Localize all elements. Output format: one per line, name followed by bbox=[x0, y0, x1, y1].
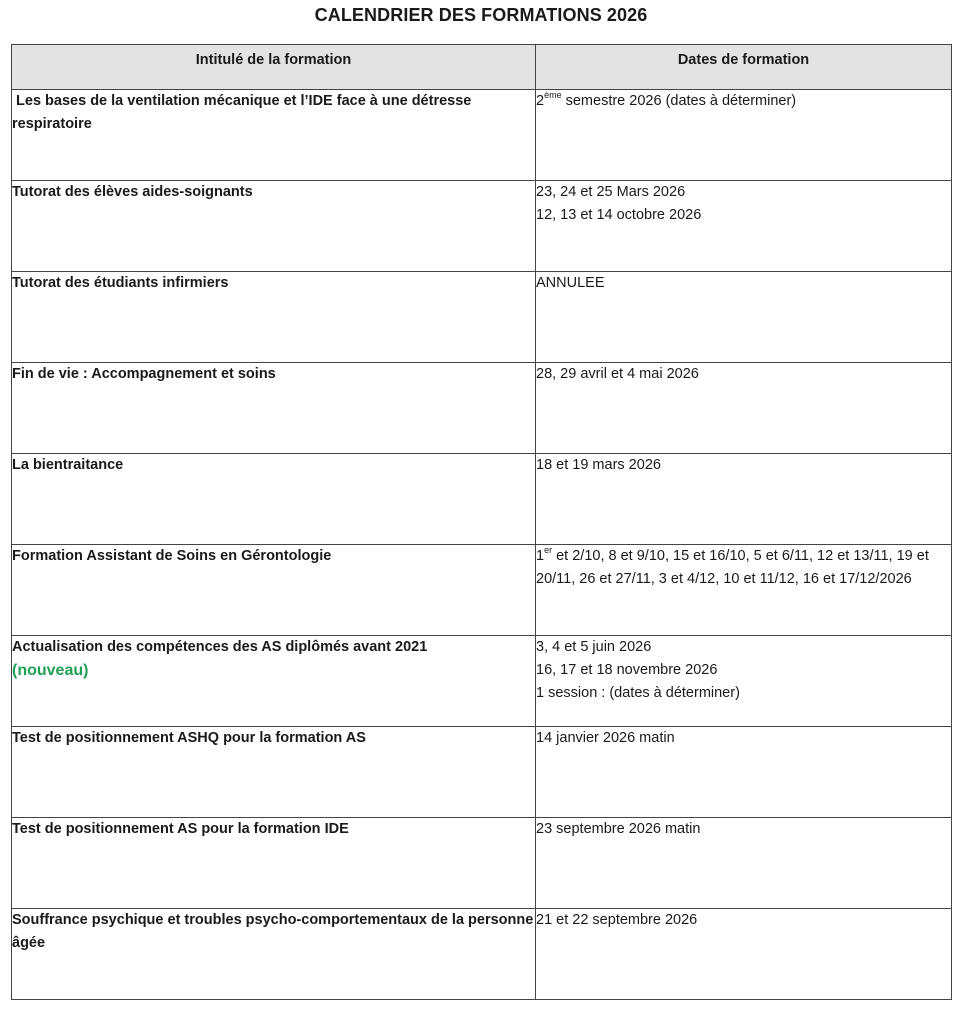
table-header-row bbox=[12, 45, 952, 90]
column-header-dates: Dates de formation bbox=[536, 45, 952, 90]
training-title-cell bbox=[12, 818, 536, 909]
training-title: Fin de vie : Accompagnement et soins bbox=[12, 366, 276, 382]
training-dates-cell bbox=[536, 545, 952, 636]
training-dates-cell bbox=[536, 272, 952, 363]
training-date-line: 12, 13 et 14 octobre 2026 bbox=[536, 207, 702, 223]
training-title-cell bbox=[12, 272, 536, 363]
table-row bbox=[12, 636, 952, 727]
table-row bbox=[12, 727, 952, 818]
training-title-cell bbox=[12, 181, 536, 272]
table-row bbox=[12, 90, 952, 181]
training-title-cell bbox=[12, 363, 536, 454]
training-dates-cell bbox=[536, 363, 952, 454]
training-dates-cell bbox=[536, 90, 952, 181]
training-title: Tutorat des étudiants infirmiers bbox=[12, 275, 229, 291]
training-dates-cell bbox=[536, 181, 952, 272]
training-date-line: 18 et 19 mars 2026 bbox=[536, 457, 661, 473]
training-date-line: 16, 17 et 18 novembre 2026 bbox=[536, 662, 718, 678]
training-date-line: 21 et 22 septembre 2026 bbox=[536, 912, 698, 928]
table-row bbox=[12, 545, 952, 636]
training-title: La bientraitance bbox=[12, 457, 124, 473]
column-header-title: Intitulé de la formation bbox=[12, 45, 536, 90]
training-date-line: 14 janvier 2026 matin bbox=[536, 730, 675, 746]
training-dates-cell bbox=[536, 727, 952, 818]
training-title: Actualisation des compétences des AS diplômés avant 2021 bbox=[12, 639, 428, 655]
training-dates: 1er et 2/10, 8 et 9/10, 15 et 16/10, 5 et 6/11, 12 et 13/11, 19 et 20/11, 26 et 27/11, 3 et 4/12, 10 et 11/12, 16 et 17/12/2026 bbox=[536, 545, 933, 587]
training-title: Les bases de la ventilation mécanique et l’IDE face à une détresse respiratoire bbox=[12, 93, 476, 132]
training-dates: 2ème semestre 2026 (dates à déterminer) bbox=[536, 90, 797, 109]
table-row bbox=[12, 818, 952, 909]
training-dates-cell bbox=[536, 636, 952, 727]
training-date-line: 23, 24 et 25 Mars 2026 bbox=[536, 184, 686, 200]
training-title-cell bbox=[12, 454, 536, 545]
training-title-cell bbox=[12, 636, 536, 727]
training-title: Test de positionnement AS pour la formation IDE bbox=[12, 821, 349, 837]
training-dates-cell bbox=[536, 454, 952, 545]
page-title: CALENDRIER DES FORMATIONS 2026 bbox=[314, 5, 648, 25]
training-date-line: ANNULEE bbox=[536, 275, 605, 291]
new-badge: (nouveau) bbox=[12, 662, 89, 679]
training-calendar-table bbox=[11, 44, 952, 1000]
training-title-cell bbox=[12, 909, 536, 1000]
training-title-cell bbox=[12, 90, 536, 181]
training-title: Souffrance psychique et troubles psycho-comportementaux de la personne âgée bbox=[12, 912, 534, 951]
training-dates-cell bbox=[536, 909, 952, 1000]
table-row bbox=[12, 363, 952, 454]
table-row bbox=[12, 909, 952, 1000]
training-title: Tutorat des élèves aides-soignants bbox=[12, 184, 253, 200]
training-date-line: 3, 4 et 5 juin 2026 bbox=[536, 639, 652, 655]
table-row bbox=[12, 181, 952, 272]
training-date-line: 23 septembre 2026 matin bbox=[536, 821, 701, 837]
training-title-cell bbox=[12, 545, 536, 636]
table-row bbox=[12, 272, 952, 363]
training-date-line: 28, 29 avril et 4 mai 2026 bbox=[536, 366, 699, 382]
table-row bbox=[12, 454, 952, 545]
training-title-cell bbox=[12, 727, 536, 818]
training-dates-cell bbox=[536, 818, 952, 909]
training-title: Formation Assistant de Soins en Gérontologie bbox=[12, 548, 332, 564]
training-title: Test de positionnement ASHQ pour la formation AS bbox=[12, 730, 366, 746]
training-date-line: 1 session : (dates à déterminer) bbox=[536, 685, 740, 701]
